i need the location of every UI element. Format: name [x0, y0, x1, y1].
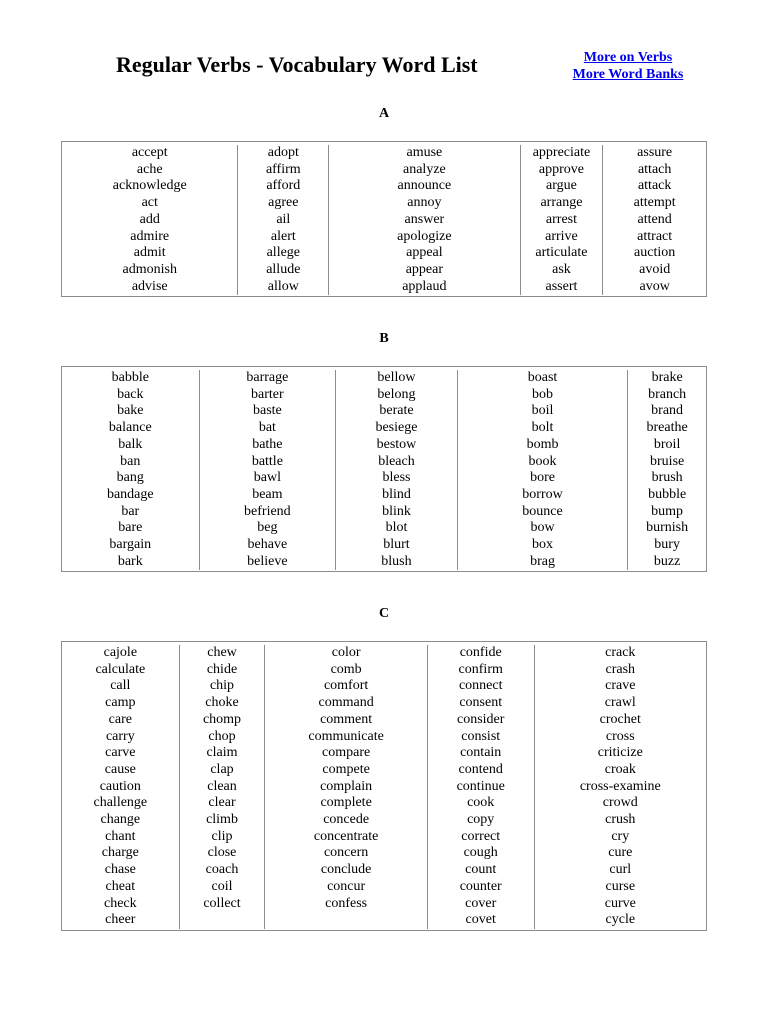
word-item: avoid — [639, 261, 671, 277]
word-item: change — [100, 812, 141, 828]
word-item: complete — [320, 795, 372, 811]
word-item: appear — [405, 261, 444, 277]
word-item: cross-examine — [579, 778, 661, 794]
word-item: auction — [634, 245, 676, 261]
word-item: bubble — [648, 486, 687, 502]
word-item: admonish — [122, 261, 177, 277]
word-item: collect — [203, 895, 241, 911]
word-item: crawl — [604, 695, 636, 711]
word-item: clean — [207, 778, 237, 794]
word-item: command — [318, 695, 374, 711]
word-item: covet — [465, 912, 496, 928]
word-item: crochet — [599, 711, 641, 727]
word-item: bow — [530, 520, 555, 536]
word-item: advise — [131, 278, 168, 294]
word-item: beg — [257, 520, 278, 536]
word-item: appreciate — [532, 145, 591, 160]
word-table-b — [61, 366, 707, 572]
word-item: bathe — [252, 436, 283, 452]
word-item: confess — [325, 895, 368, 911]
word-column — [180, 645, 266, 929]
word-item: book — [528, 453, 557, 469]
word-item: babble — [111, 370, 149, 385]
word-item: crack — [605, 645, 636, 660]
word-item: coil — [211, 878, 233, 894]
word-item: boast — [527, 370, 558, 385]
word-column — [521, 145, 604, 295]
word-item: behave — [247, 537, 288, 553]
word-item: counter — [459, 878, 502, 894]
word-item: cover — [465, 895, 497, 911]
word-item: balk — [118, 436, 143, 452]
word-item: cheat — [105, 878, 136, 894]
word-item: crash — [605, 661, 636, 677]
word-item: balance — [108, 420, 152, 436]
word-item: articulate — [535, 245, 588, 261]
word-item: concern — [323, 845, 369, 861]
word-item: cross — [605, 728, 635, 744]
word-item: bare — [118, 520, 143, 536]
word-item: bellow — [377, 370, 416, 385]
word-item: climb — [206, 812, 238, 828]
word-item: analyze — [403, 161, 446, 177]
word-item: apologize — [397, 228, 452, 244]
word-column — [458, 370, 628, 570]
word-item: confide — [459, 645, 502, 660]
word-item: bawl — [253, 470, 281, 486]
word-item: adopt — [267, 145, 299, 160]
word-item: appeal — [406, 245, 443, 261]
word-column — [535, 645, 706, 929]
more-on-verbs-link[interactable]: More on Verbs — [583, 50, 673, 65]
word-item: bar — [121, 503, 140, 519]
word-item: consent — [459, 695, 503, 711]
word-item: caution — [99, 778, 141, 794]
word-item: brake — [651, 370, 683, 385]
word-item: ache — [136, 161, 163, 177]
word-item: choke — [205, 695, 239, 711]
word-column — [62, 145, 238, 295]
word-item: blind — [382, 486, 411, 502]
word-table-c — [61, 641, 707, 931]
word-item: comb — [330, 661, 362, 677]
word-item: concentrate — [313, 828, 379, 844]
word-item: chide — [206, 661, 238, 677]
word-item: continue — [456, 778, 505, 794]
word-item: chant — [105, 828, 136, 844]
word-column — [62, 370, 200, 570]
word-item: admit — [133, 245, 166, 261]
word-item: clear — [208, 795, 236, 811]
word-item: branch — [648, 386, 687, 402]
word-item: assure — [637, 145, 673, 160]
word-item: curve — [604, 895, 636, 911]
word-item: ban — [120, 453, 141, 469]
word-item: cook — [467, 795, 495, 811]
word-item: avow — [639, 278, 670, 294]
word-item: box — [532, 537, 554, 553]
word-item: clip — [211, 828, 233, 844]
word-item: camp — [105, 695, 136, 711]
word-item: coach — [205, 862, 239, 878]
word-item: ask — [552, 261, 571, 277]
word-item: care — [108, 711, 132, 727]
word-column — [336, 370, 458, 570]
word-item: belong — [377, 386, 416, 402]
word-column — [265, 645, 428, 929]
word-item: blurt — [383, 537, 410, 553]
word-item: bury — [654, 537, 680, 553]
word-item: cycle — [605, 912, 636, 928]
word-item: acknowledge — [112, 178, 187, 194]
word-item: compare — [322, 745, 371, 761]
word-item: carry — [105, 728, 135, 744]
word-item: act — [141, 195, 158, 211]
word-item: arrive — [545, 228, 578, 244]
word-item: barrage — [246, 370, 289, 385]
word-item: announce — [397, 178, 452, 194]
word-item: bleach — [378, 453, 415, 469]
word-item: comfort — [323, 678, 369, 694]
word-item: cure — [608, 845, 633, 861]
section-heading-a: A — [378, 106, 390, 121]
word-item: affirm — [265, 161, 301, 177]
word-item: add — [139, 211, 160, 227]
word-item: call — [110, 678, 131, 694]
word-item: connect — [458, 678, 503, 694]
word-item: cheer — [105, 912, 136, 928]
word-item: attract — [637, 228, 673, 244]
word-item: bomb — [526, 436, 559, 452]
word-item: argue — [546, 178, 577, 194]
word-item: beam — [252, 486, 283, 502]
word-item: broil — [653, 436, 681, 452]
word-item: crave — [605, 678, 636, 694]
word-item: baste — [252, 403, 282, 419]
word-item: claim — [206, 745, 238, 761]
word-item: back — [117, 386, 144, 402]
word-item: challenge — [93, 795, 148, 811]
word-item: correct — [461, 828, 501, 844]
word-item: color — [331, 645, 361, 660]
word-item: bruise — [650, 453, 685, 469]
word-item: compete — [322, 761, 370, 777]
word-item: annoy — [407, 195, 442, 211]
word-item: bump — [651, 503, 684, 519]
word-item: check — [103, 895, 137, 911]
word-item: consider — [456, 711, 505, 727]
word-item: chop — [208, 728, 236, 744]
word-item: believe — [247, 553, 288, 569]
more-word-banks-link[interactable]: More Word Banks — [572, 67, 684, 82]
word-item: cough — [463, 845, 498, 861]
word-item: bestow — [376, 436, 417, 452]
word-item: chew — [207, 645, 237, 660]
word-column — [428, 645, 535, 929]
word-item: clap — [210, 761, 234, 777]
word-item: brush — [651, 470, 683, 486]
word-item: bandage — [106, 486, 154, 502]
word-item: barter — [251, 386, 284, 402]
word-item: curl — [609, 862, 632, 878]
word-item: curse — [605, 878, 636, 894]
word-item: brand — [651, 403, 684, 419]
word-item: copy — [467, 812, 495, 828]
word-item: blush — [381, 553, 412, 569]
word-item: admire — [130, 228, 170, 244]
word-column — [62, 645, 180, 929]
word-item: concede — [323, 812, 370, 828]
word-item: alert — [270, 228, 296, 244]
word-item: communicate — [308, 728, 384, 744]
word-item: bat — [258, 420, 276, 436]
word-item: burnish — [646, 520, 689, 536]
word-item: croak — [604, 761, 636, 777]
word-item: applaud — [402, 278, 447, 294]
word-item: bob — [532, 386, 554, 402]
word-item: criticize — [597, 745, 643, 761]
word-column — [200, 370, 337, 570]
word-item: boil — [531, 403, 554, 419]
word-item: berate — [379, 403, 414, 419]
word-item: brag — [530, 553, 555, 569]
word-item: allege — [266, 245, 301, 261]
word-item: besiege — [375, 420, 418, 436]
word-item: arrest — [545, 211, 577, 227]
word-item: blink — [382, 503, 411, 519]
word-column — [238, 145, 329, 295]
section-heading-c: C — [378, 606, 390, 621]
page-title: Regular Verbs - Vocabulary Word List — [116, 52, 478, 77]
word-item: approve — [538, 161, 584, 177]
section-heading-b: B — [379, 331, 389, 346]
word-item: allow — [267, 278, 299, 294]
word-item: arrange — [540, 195, 583, 211]
word-item: contend — [458, 761, 503, 777]
word-item: bang — [116, 470, 144, 486]
word-item: chase — [104, 862, 136, 878]
word-item: assert — [545, 278, 578, 294]
word-item: agree — [268, 195, 299, 211]
word-item: charge — [101, 845, 139, 861]
word-item: conclude — [320, 862, 372, 878]
word-item: attack — [637, 178, 672, 194]
word-item: contain — [460, 745, 502, 761]
word-item: chip — [209, 678, 235, 694]
word-item: blot — [385, 520, 408, 536]
word-item: bolt — [531, 420, 554, 436]
word-item: crowd — [602, 795, 638, 811]
word-column — [329, 145, 520, 295]
word-item: ail — [276, 211, 291, 227]
word-item: answer — [404, 211, 445, 227]
word-item: consist — [461, 728, 501, 744]
word-item: afford — [266, 178, 301, 194]
word-item: count — [465, 862, 497, 878]
word-item: confirm — [458, 661, 503, 677]
word-item: bore — [530, 470, 555, 486]
word-item: battle — [251, 453, 283, 469]
word-item: cause — [104, 761, 136, 777]
word-column — [628, 370, 706, 570]
word-item: bake — [117, 403, 144, 419]
word-item: buzz — [653, 553, 681, 569]
word-table-a — [61, 141, 707, 297]
header-links — [562, 49, 694, 83]
word-item: cry — [611, 828, 630, 844]
word-item: calculate — [95, 661, 146, 677]
word-item: chomp — [202, 711, 242, 727]
word-item: borrow — [522, 486, 563, 502]
word-item: bargain — [109, 537, 152, 553]
word-item: breathe — [646, 420, 688, 436]
word-item: concur — [327, 878, 366, 894]
word-item: accept — [131, 145, 168, 160]
word-item: crush — [605, 812, 636, 828]
word-column — [603, 145, 706, 295]
word-item: attempt — [633, 195, 676, 211]
word-item: amuse — [406, 145, 443, 160]
word-item: befriend — [244, 503, 291, 519]
word-item: attach — [637, 161, 672, 177]
word-item: allude — [266, 261, 301, 277]
word-item: attend — [637, 211, 672, 227]
word-item: complain — [320, 778, 373, 794]
word-item: bounce — [522, 503, 563, 519]
word-item: cajole — [103, 645, 138, 660]
word-item: bark — [117, 553, 143, 569]
word-item: close — [207, 845, 237, 861]
word-item: carve — [105, 745, 136, 761]
word-item: comment — [320, 711, 373, 727]
word-item: bless — [382, 470, 411, 486]
